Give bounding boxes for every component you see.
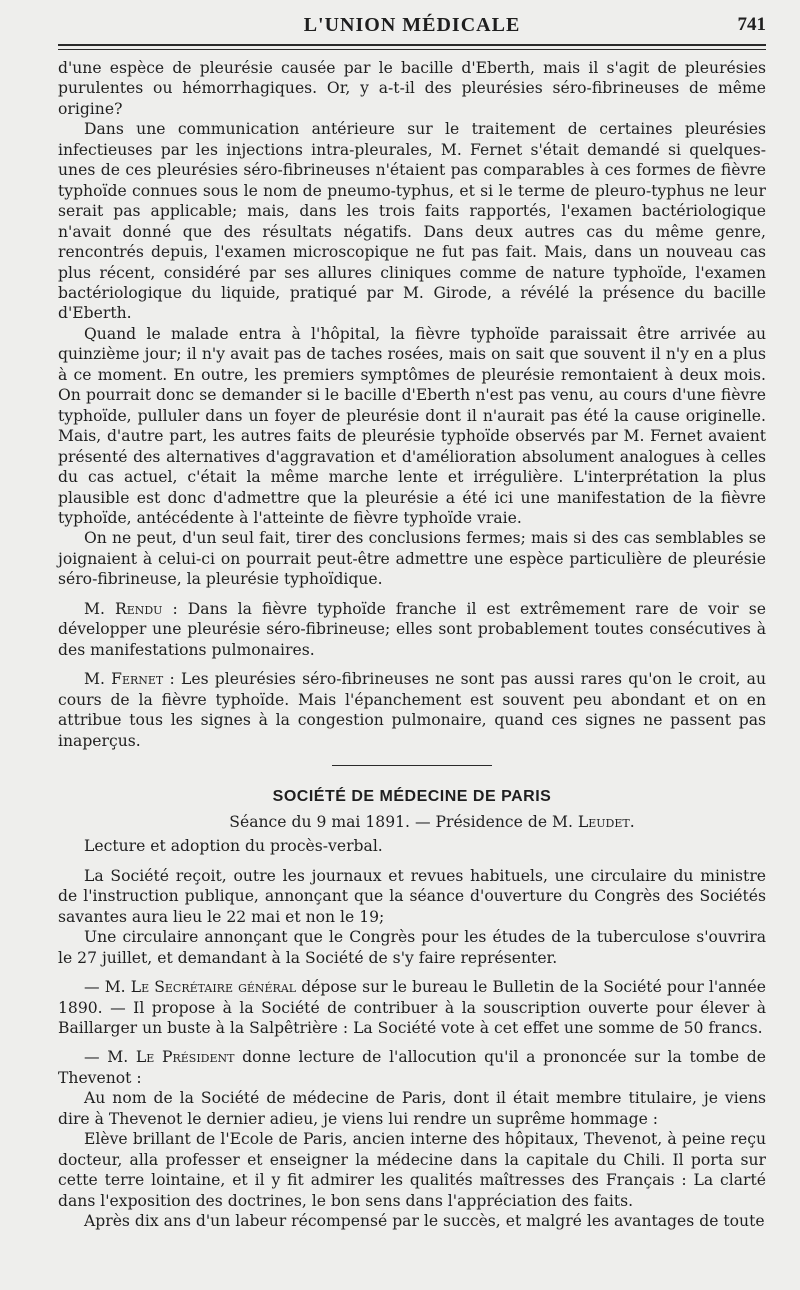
speaker-name: M. Rendu xyxy=(84,599,163,618)
seance-line xyxy=(58,812,766,832)
remark-fernet xyxy=(58,669,766,751)
seance-prefix: Séance du 9 mai 1891. — Présidence de M. xyxy=(229,812,578,831)
journal-title: L'UNION MÉDICALE xyxy=(303,14,521,36)
speech-paragraph: Après dix ans d'un labeur récompensé par le succès, et malgré les avantages de toute xyxy=(84,1212,765,1231)
paragraph: d'une espèce de pleurésie causée par le bacille d'Eberth, mais il s'agit de pleurésies purulentes ou hémorrhagiques. Or, y a-t-il des pleurésies séro-fibrineuses de même origine? xyxy=(58,59,766,118)
remark-text: donne lecture de l'allocution qu'il a prononcée sur la tombe de Thevenot : xyxy=(58,1048,767,1087)
paragraph: Quand le malade entra à l'hôpital, la fièvre typhoïde paraissait être arrivée au quinzième jour; il n'y avait pas de taches rosées, mais on sait que souvent il n'y en a plus à ce moment. En outre, les premiers symptômes de pleurésie remontaient à deux mois. On pourrait donc se demander si le bacille d'Eberth n'est pas venu, au cours d'une fièvre typhoïde, pulluler dans un foyer de pleurésie dont il n'aurait pas été la cause originelle. Mais, d'autre part, les autres faits de pleurésie typhoïde observés par M. Fernet avaient présenté des alternatives d'aggravation et d'amélioration absolument analogues à celles du cas actuel, c'était la même marche lente et irrégulière. L'interprétation la plus plausible est donc d'admettre que la pleurésie a été ici une manifestation de la fièvre typhoïde, antécédente à l'atteinte de fièvre typhoïde vraie. xyxy=(58,324,766,527)
paragraph: Lecture et adoption du procès-verbal. xyxy=(84,837,383,856)
president-remark xyxy=(58,1047,766,1088)
seance-suffix: . xyxy=(629,812,635,831)
speech-paragraph: Au nom de la Société de médecine de Paris, dont il était membre titulaire, je viens dire à Thevenot le dernier adieu, je viens lui rendre un suprême hommage : xyxy=(58,1089,766,1128)
paragraph: On ne peut, d'un seul fait, tirer des conclusions fermes; mais si des cas semblables se joignaient à celui-ci on pourrait peut-être admettre une espèce particulière de pleurésie séro-fibrineuse, la pleurésie typhoïdique. xyxy=(58,529,766,589)
president-name: Leudet xyxy=(577,812,630,831)
section-title: SOCIÉTÉ DE MÉDECINE DE PARIS xyxy=(272,787,552,805)
paragraph: Une circulaire annonçant que le Congrès pour les études de la tuberculose s'ouvrira le 27 juillet, et demandant à la Société de s'y faire représenter. xyxy=(58,928,766,967)
article-body xyxy=(58,58,766,751)
paragraph: Dans une communication antérieure sur le traitement de certaines pleurésies infectieuses par les injections intra-pleurales, M. Fernet s'était demandé si quelques-unes de ces pleurésies séro-fibrineuses n'étaient pas comparables à ces formes de fièvre typhoïde connues sous le nom de pneumo-typhus, et si le terme de pleuro-typhus ne leur serait pas applicable; mais, dans les trois faits rapportés, l'examen bactériologique n'avait donné que des résultats négatifs. Dans deux autres cas du même genre, rencontrés depuis, l'examen microscopique ne fut pas fait. Mais, dans un nouveau cas plus récent, considéré par ses allures cliniques comme de nature typhoïde, l'examen bactériologique du liquide, pratiqué par M. Girode, a révélé la présence du bacille d'Eberth. xyxy=(58,120,766,323)
paragraph: La Société reçoit, outre les journaux et revues habituels, une circulaire du ministre de l'instruction publique, annonçant que la séance d'ouverture du Congrès des Sociétés savantes aura lieu le 22 mai et non le 19; xyxy=(58,866,766,926)
remark-rendu xyxy=(58,599,766,660)
dash-prefix: — M. xyxy=(84,978,131,997)
speech-paragraph: Elève brillant de l'Ecole de Paris, ancien interne des hôpitaux, Thevenot, à peine reçu docteur, alla professer et enseigner la médecine dans la capitale du Chili. Il porta sur cette terre lointaine, et il y fit admirer les qualités maîtresses des Français : La clarté dans l'exposition des doctrines, le bon sens dans l'appréciation des faits. xyxy=(58,1130,766,1210)
remark-text: : Dans la fièvre typhoïde franche il est extrêmement rare de voir se développer une pleurésie séro-fibrineuse; elles sont probablement toutes consécutives à des manifestations pulmonaires. xyxy=(58,599,766,659)
section-divider xyxy=(332,765,492,766)
speaker-name: Le Président xyxy=(135,1048,235,1067)
header-rule-thin xyxy=(58,49,766,50)
remark-text: dépose sur le bureau le Bulletin de la Société pour l'année 1890. — Il propose à la Société de contribuer à la souscription ouverte pour élever à Baillarger un buste à la Salpêtrière : La Société vote à cet effet une somme de 50 francs. xyxy=(58,978,766,1038)
speaker-name: Le Secrétaire général xyxy=(130,978,297,997)
header-rule xyxy=(58,44,766,46)
page-number: 741 xyxy=(737,14,766,35)
remark-text: : Les pleurésies séro-fibrineuses ne sont pas aussi rares qu'on le croit, au cours de la fièvre typhoïde. Mais l'épanchement est souvent peu abondant et on en attribue tous les signes à la congestion pulmonaire, quand ces signes ne passent pas inaperçus. xyxy=(58,670,766,750)
speaker-name: M. Fernet xyxy=(84,670,164,689)
secretaire-remark xyxy=(58,977,766,1038)
society-body xyxy=(58,836,766,1231)
dash-prefix: — M. xyxy=(84,1048,136,1067)
running-head xyxy=(58,14,766,42)
